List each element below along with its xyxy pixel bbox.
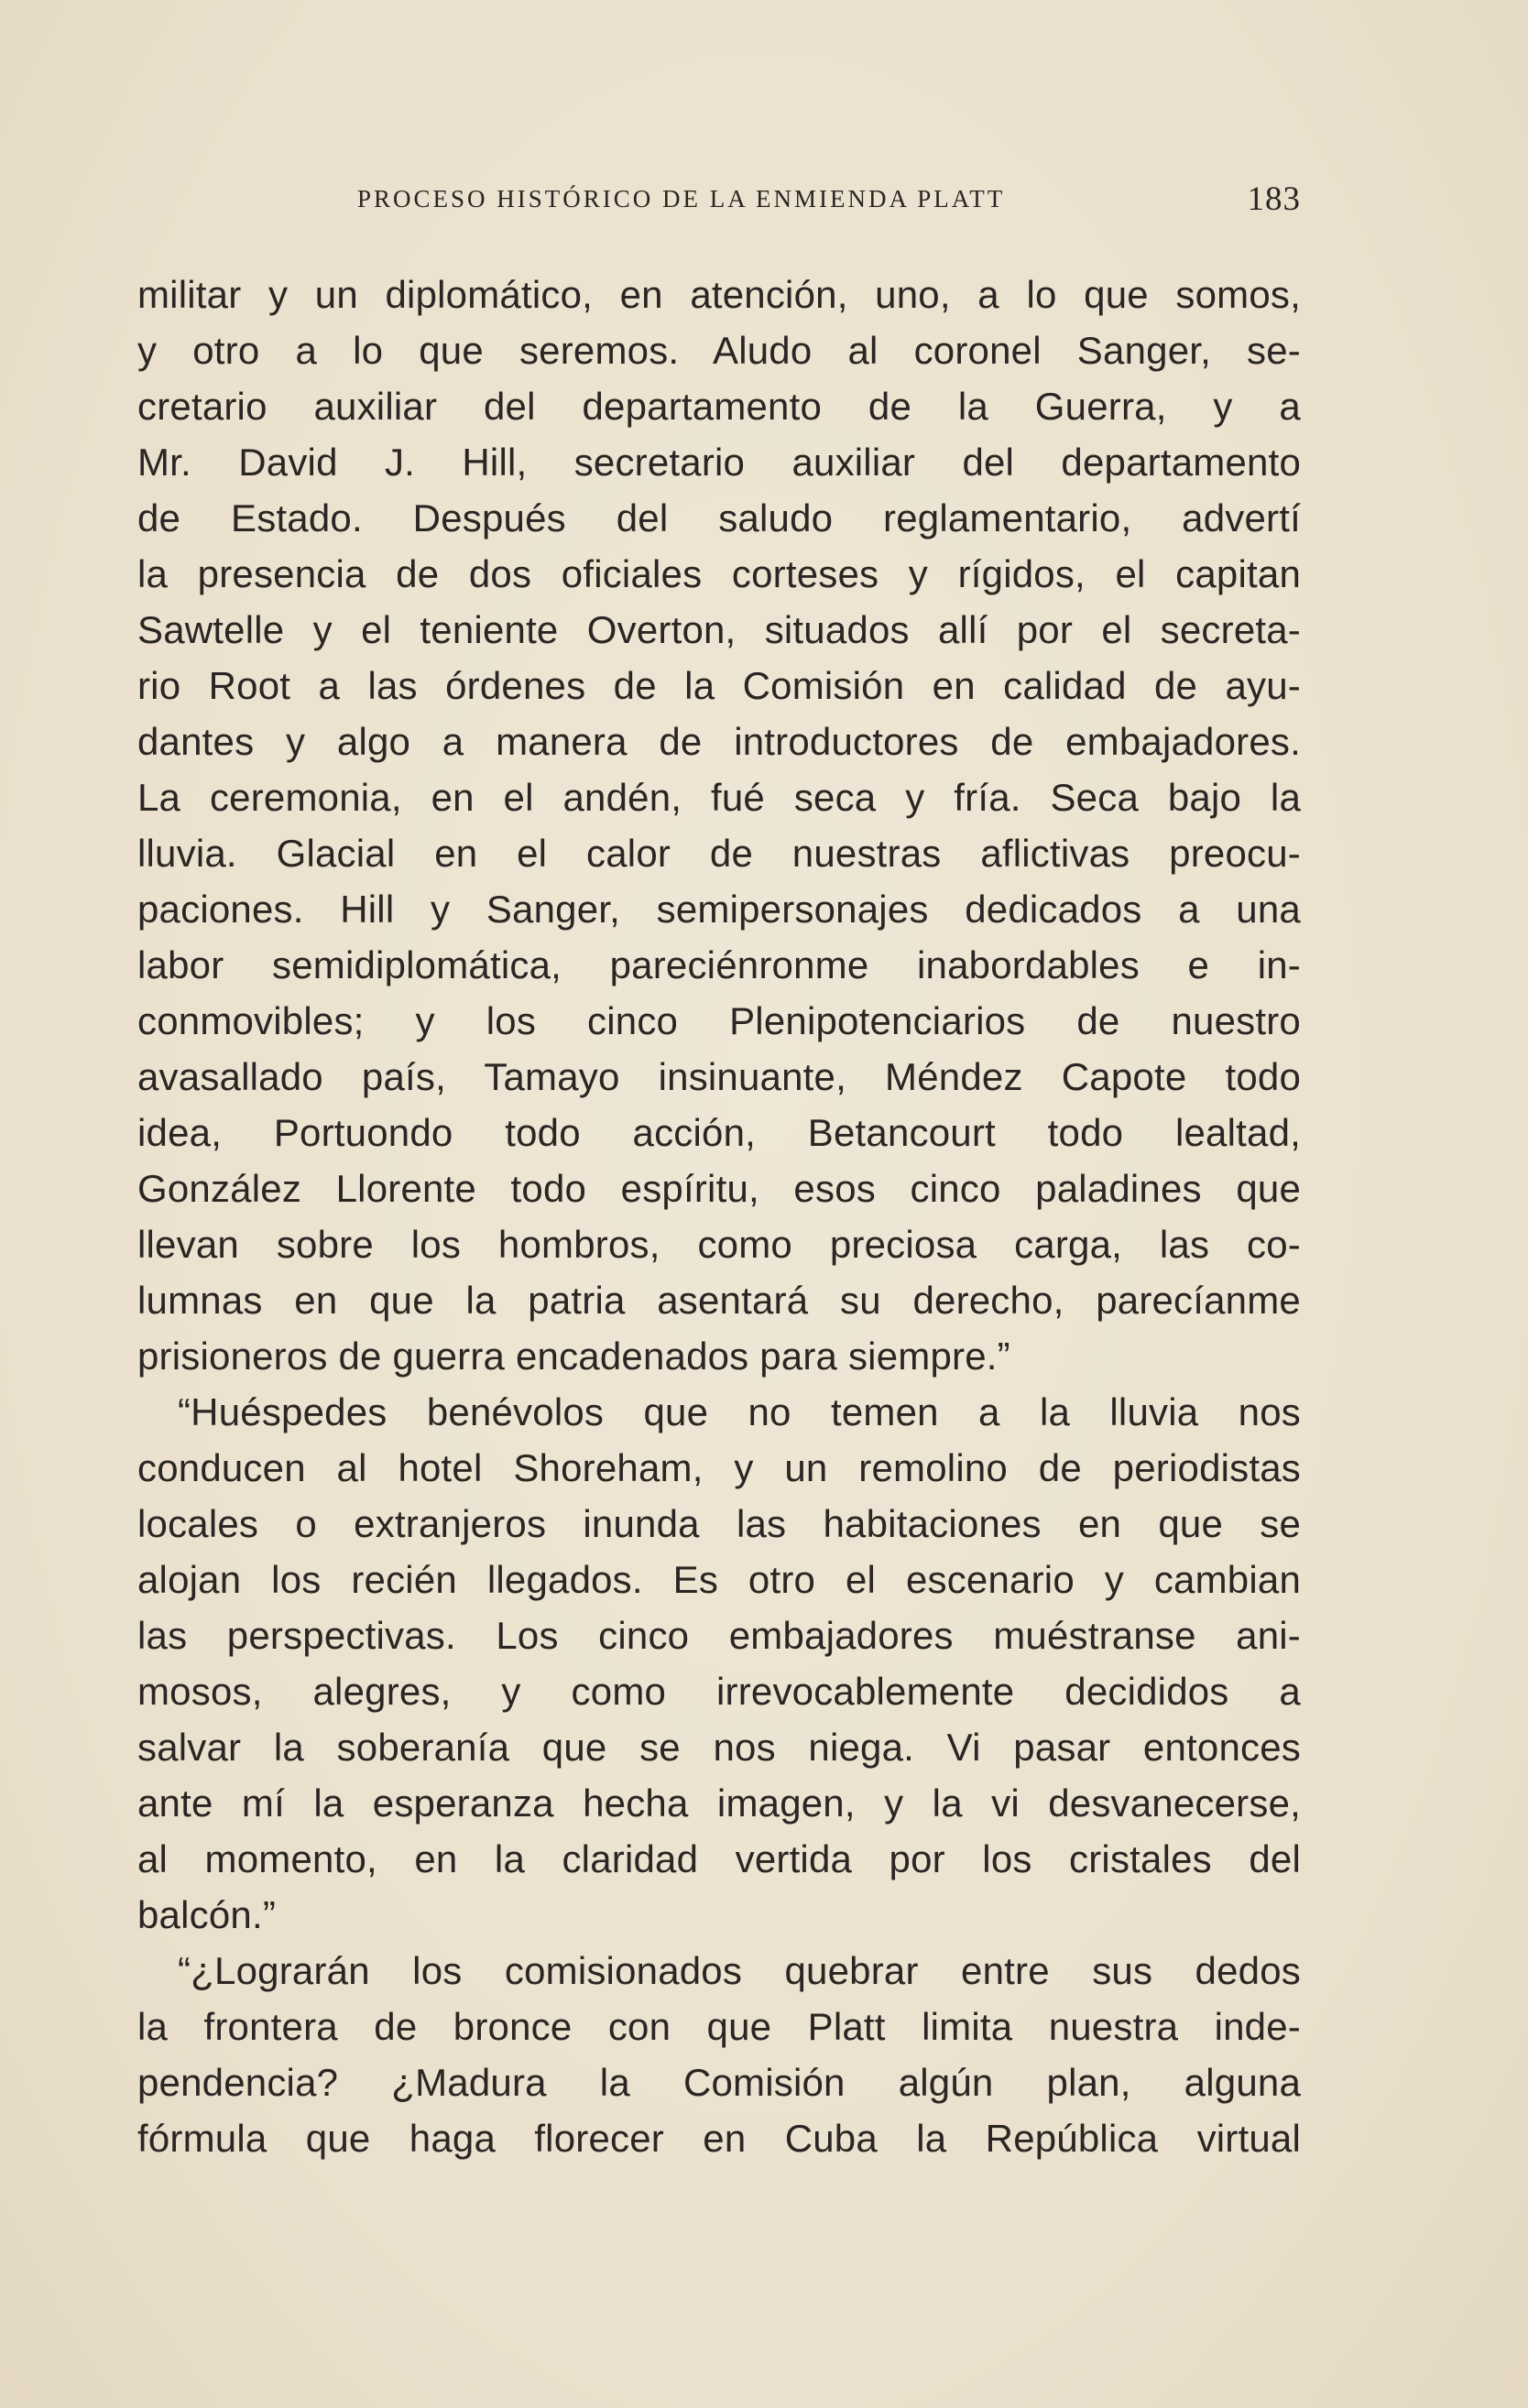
text-line: de Estado. Después del saludo reglamentario, advertí	[137, 496, 1301, 539]
page-number: 183	[1247, 180, 1301, 218]
text-line: paciones. Hill y Sanger, semipersonajes dedicados a una	[137, 888, 1301, 931]
text-line: ante mí la esperanza hecha imagen, y la vi desvanecerse,	[137, 1781, 1301, 1825]
text-line: balcón.”	[137, 1893, 277, 1936]
text-line: Mr. David J. Hill, secretario auxiliar del departamento	[137, 441, 1301, 484]
text-line: González Llorente todo espíritu, esos cinco paladines que	[137, 1167, 1301, 1210]
text-line: cretario auxiliar del departamento de la Guerra, y a	[137, 385, 1301, 428]
text-line: al momento, en la claridad vertida por los cristales del	[137, 1837, 1301, 1880]
text-line: pendencia? ¿Madura la Comisión algún plan, alguna	[137, 2061, 1301, 2104]
text-line: mosos, alegres, y como irrevocablemente decididos a	[137, 1670, 1301, 1713]
running-head	[137, 180, 1301, 225]
text-line: alojan los recién llegados. Es otro el escenario y cambian	[137, 1558, 1301, 1601]
text-line: fórmula que haga florecer en Cuba la República virtual	[137, 2117, 1301, 2160]
text-line: dantes y algo a manera de introductores de embajadores.	[137, 720, 1301, 763]
text-line: La ceremonia, en el andén, fué seca y fría. Seca bajo la	[137, 776, 1301, 819]
text-line: “¿Lograrán los comisionados quebrar entre sus dedos	[178, 1949, 1301, 1992]
text-line: salvar la soberanía que se nos niega. Vi pasar entonces	[137, 1726, 1301, 1769]
text-line: rio Root a las órdenes de la Comisión en calidad de ayu-	[137, 664, 1301, 707]
text-line: conducen al hotel Shoreham, y un remolino de periodistas	[137, 1446, 1301, 1489]
text-line: llevan sobre los hombros, como preciosa carga, las co-	[137, 1223, 1301, 1266]
text-line: idea, Portuondo todo acción, Betancourt todo lealtad,	[137, 1111, 1301, 1154]
text-line: las perspectivas. Los cinco embajadores muéstranse ani-	[137, 1614, 1301, 1657]
text-line: y otro a lo que seremos. Aludo al coronel Sanger, se-	[137, 329, 1301, 372]
text-line: avasallado país, Tamayo insinuante, Méndez Capote todo	[137, 1055, 1301, 1098]
text-line: Sawtelle y el teniente Overton, situados allí por el secreta-	[137, 608, 1301, 651]
text-line: prisioneros de guerra encadenados para siempre.”	[137, 1335, 1010, 1378]
text-line: lluvia. Glacial en el calor de nuestras aflictivas preocu-	[137, 832, 1301, 875]
text-line: labor semidiplomática, pareciénronme inabordables e in-	[137, 943, 1301, 986]
text-line: militar y un diplomático, en atención, uno, a lo que somos,	[137, 273, 1301, 316]
body-text	[137, 267, 1301, 2166]
text-line: conmovibles; y los cinco Plenipotenciarios de nuestro	[137, 999, 1301, 1042]
text-line: “Huéspedes benévolos que no temen a la lluvia nos	[178, 1390, 1301, 1433]
text-line: locales o extranjeros inunda las habitaciones en que se	[137, 1502, 1301, 1545]
text-line: lumnas en que la patria asentará su derecho, parecíanme	[137, 1279, 1301, 1322]
running-title: PROCESO HISTÓRICO DE LA ENMIENDA PLATT	[357, 185, 1006, 212]
text-line: la presencia de dos oficiales corteses y rígidos, el capitan	[137, 552, 1301, 595]
text-line: la frontera de bronce con que Platt limita nuestra inde-	[137, 2005, 1301, 2048]
